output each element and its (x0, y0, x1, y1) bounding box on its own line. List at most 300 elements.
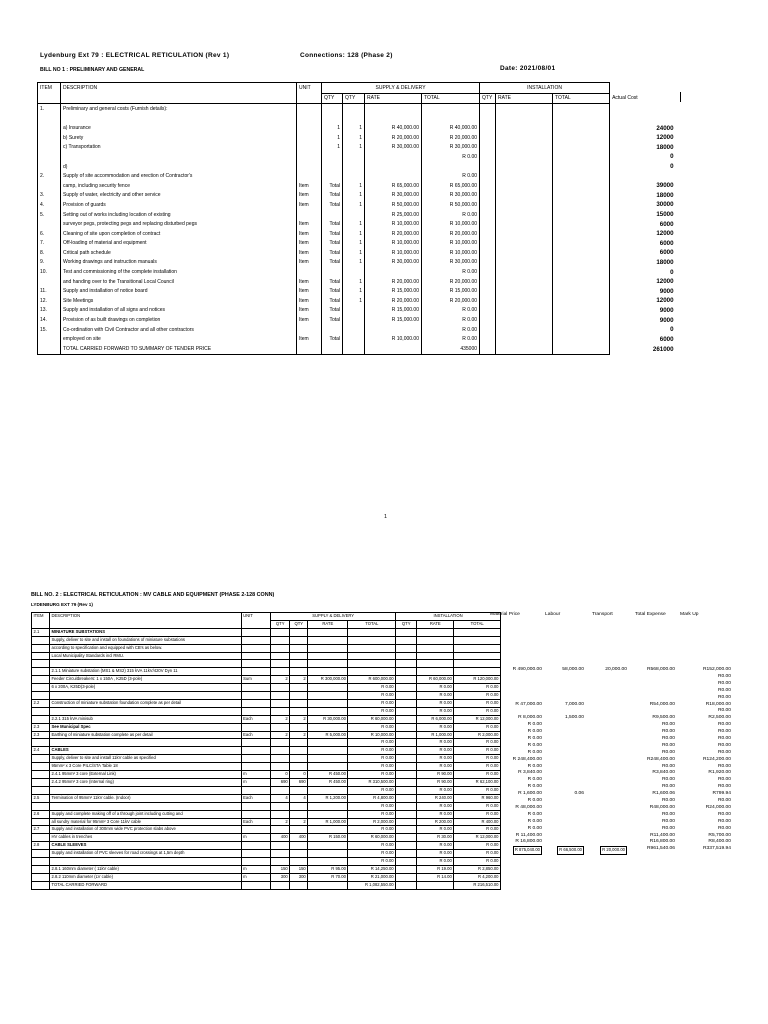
bill1-row (38, 200, 676, 210)
bill2-cell-iq (396, 636, 417, 644)
bill1-cell-qty (343, 267, 365, 277)
bill1-cell-uq (322, 171, 343, 181)
bill2-cell-q2 (290, 628, 308, 636)
bill2-cell-q2 (290, 881, 308, 889)
cost-cell-mat: R 490,000.00 (512, 667, 542, 673)
bill2-cell-irate: R 0.00 (417, 802, 454, 810)
bill1-cell-desc: d) (61, 162, 297, 172)
bill1-cell-desc: Preliminary and general costs (Furnish details): (61, 104, 297, 114)
cost-cell-te: R0.00 (661, 749, 675, 755)
bill2-cell-q1 (271, 707, 290, 715)
bill2-cell-desc: MINIATURE SUBSTATIONS (49, 628, 241, 636)
bill1-cell-uq: Total (322, 296, 343, 306)
bill2-cell-desc: Local Municipality Standards incl RMU. (49, 652, 241, 660)
cost-cell-tra: 20,000.00 (605, 667, 627, 673)
bill1-title: BILL NO 1 : PRELIMINARY AND GENERAL (40, 67, 145, 73)
bill2-cell-q1 (271, 660, 290, 668)
bill1-cell-qty (343, 104, 365, 114)
cost-row (502, 729, 734, 736)
bill1-row (38, 162, 676, 172)
bill2-cell-total: R 0.00 (348, 763, 396, 771)
bill2-cell-itotal: R 2,850.00 (454, 865, 501, 873)
bill1-cell-total: R 0.00 (422, 267, 480, 277)
cost-row (502, 805, 734, 812)
cost-row (502, 736, 734, 743)
bill2-cell-irate: R 0.00 (417, 739, 454, 747)
bill2-cell-desc (49, 786, 241, 794)
bill1-cell-desc: TOTAL CARRIED FORWARD TO SUMMARY OF TENDER PRICE (61, 344, 297, 354)
bill2-cell-iq (396, 873, 417, 881)
bill2-cell-item (32, 636, 50, 644)
cost-cell-lab: 58,000.00 (562, 667, 584, 673)
bill2-cell-total: R 4,800.00 (348, 794, 396, 802)
bill1-cell-total (422, 114, 480, 124)
bill1-cell-qty (343, 344, 365, 354)
bill2-cell-rate (308, 747, 348, 755)
bill2-cell-item: 2.6 (32, 810, 50, 818)
cost-cell-mu: R0.00 (717, 777, 731, 783)
bill1-cell-unit (297, 171, 322, 181)
bill1-cell-item: 12. (38, 296, 61, 306)
bill2-cell-item: 2.3 (32, 731, 50, 739)
col-description-header: DESCRIPTION (61, 83, 297, 94)
bill2-cell-q2 (290, 802, 308, 810)
bill2-cell-itotal: R 0.00 (454, 755, 501, 763)
bill1-cell-rate: R 65,000.00 (365, 181, 422, 191)
bill1-cell-uq: Total (322, 334, 343, 344)
bill2-cell-unit: Each (241, 794, 271, 802)
bill2-cell-total: R 0.00 (348, 723, 396, 731)
bill2-cell-item (32, 684, 50, 692)
bill2-cell-desc: TOTAL CARRIED FORWARD (49, 881, 241, 889)
bill2-cell-unit (241, 850, 271, 858)
bill2-row (32, 644, 501, 652)
bill1-cell-desc: Supply and installation of all signs and notices (61, 306, 297, 316)
bill2-cell-q2: 2 (290, 676, 308, 684)
bill1-cell-uq: 1 (322, 133, 343, 143)
bill2-cell-irate: R 0.00 (417, 692, 454, 700)
cost-cell-mu: R0.00 (717, 694, 731, 700)
bill2-cell-desc: Termination of 95mm² 11kV cable. (Indoor) (49, 794, 241, 802)
bill2-subtitle: LYDENBURG EXT 79 (Rev 1) (31, 602, 93, 607)
bill2-cell-q1 (271, 644, 290, 652)
bill2-cell-total: R 0.00 (348, 771, 396, 779)
bill1-cell-desc: Test and commissioning of the complete installation (61, 267, 297, 277)
bill2-cell-q1: 2 (271, 818, 290, 826)
bill1-cell-total: R 0.00 (422, 325, 480, 335)
b2-col-uqty-header: QTY (271, 620, 290, 628)
bill2-cell-irate (417, 668, 454, 676)
bill2-cell-total: R 0.00 (348, 826, 396, 834)
cost-cell-te: R0.00 (661, 777, 675, 783)
bill2-row (32, 763, 501, 771)
bill1-cell-unit: Item (297, 296, 322, 306)
bill2-cell-q2 (290, 850, 308, 858)
bill1-cell-qty: 1 (343, 229, 365, 239)
bill1-cell-desc: and handing over to the Transitional Local Council (61, 277, 297, 287)
bill2-table (31, 612, 501, 890)
bill1-cell-item (38, 152, 61, 162)
cost-row (502, 646, 734, 653)
bill1-cell-unit: Item (297, 258, 322, 268)
bill1-cell-rate: R 15,000.00 (365, 306, 422, 316)
bill1-cell-unit: Item (297, 277, 322, 287)
bill1-cell-total: R 20,000.00 (422, 277, 480, 287)
bill1-cell-qty (343, 114, 365, 124)
bill2-cell-item: 2.3 (32, 723, 50, 731)
cost-cell-te: R3,840.00 (652, 770, 675, 776)
bill2-cell-total: R 310,500.00 (348, 779, 396, 787)
bill2-cell-desc (49, 660, 241, 668)
bill2-cell-iq (396, 699, 417, 707)
bill2-cell-unit (241, 660, 271, 668)
bill2-row (32, 755, 501, 763)
bill1-cell-unit (297, 344, 322, 354)
cost-cell-mat: R 0.00 (527, 798, 542, 804)
bill1-row (38, 133, 676, 143)
bill2-cell-unit (241, 881, 271, 889)
bill2-row (32, 715, 501, 723)
bill2-cell-iq (396, 731, 417, 739)
bill1-cell-rate: R 30,000.00 (365, 258, 422, 268)
bill2-cell-q1 (271, 881, 290, 889)
bill2-cell-desc: according to specification and equipped with CB's as below. (49, 644, 241, 652)
cost-cell-mu: R8,400.00 (708, 839, 731, 845)
cost-cell-lab: 1,500.00 (564, 715, 584, 721)
bill2-cell-itotal: R 12,000.00 (454, 834, 501, 842)
bill1-cell-item: 3. (38, 191, 61, 201)
bill2-cell-q2 (290, 692, 308, 700)
cost-cell-te: R54,000.00 (649, 701, 675, 707)
bill1-cell-actual: 12000 (656, 278, 674, 286)
bill2-cell-iq (396, 858, 417, 866)
bill1-row (38, 239, 676, 249)
bill1-cell-actual: 18000 (656, 191, 674, 199)
bill2-cell-total: R 0.00 (348, 707, 396, 715)
bill2-cell-total: R 0.00 (348, 786, 396, 794)
col-iqty-header: QTY (480, 93, 496, 104)
bill2-cell-unit (241, 826, 271, 834)
bill2-cell-rate (308, 699, 348, 707)
bill2-cell-irate: R 0.00 (417, 763, 454, 771)
cost-cell-mu: R0.00 (717, 680, 731, 686)
bill1-cell-item (38, 277, 61, 287)
bill2-cell-irate (417, 636, 454, 644)
bill2-cell-q2 (290, 660, 308, 668)
bill1-cell-total: R 15,000.00 (422, 286, 480, 296)
bill2-cell-item (32, 873, 50, 881)
bill2-cell-irate (417, 652, 454, 660)
bill2-cell-q1 (271, 763, 290, 771)
bill1-row (38, 315, 676, 325)
bill1-cell-total (422, 162, 480, 172)
bill2-row (32, 818, 501, 826)
cost-cell-mu: R0.00 (717, 722, 731, 728)
bill1-cell-desc: camp, including security fence (61, 181, 297, 191)
b2-col-description-header: DESCRIPTION (49, 613, 241, 621)
bill2-cell-iq (396, 707, 417, 715)
markup-header: Mark Up (680, 612, 699, 617)
bill2-cell-itotal: R 0.00 (454, 747, 501, 755)
bill2-cell-rate (308, 628, 348, 636)
bill2-cell-unit (241, 747, 271, 755)
cost-row (502, 681, 734, 688)
col-itotal-header: TOTAL (553, 93, 610, 104)
col-actual-header: Actual Cost (612, 95, 638, 102)
bill2-cell-unit: m (241, 771, 271, 779)
cost-cell-lab: R 66,500.00 (557, 846, 584, 855)
bill1-cell-actual: 12000 (656, 134, 674, 142)
bill2-cell-irate: R 6,000.00 (417, 715, 454, 723)
col-total-header: TOTAL (422, 93, 480, 104)
bill2-cell-irate (417, 628, 454, 636)
cost-cell-mat: R 0.00 (527, 811, 542, 817)
bill2-cell-q1 (271, 858, 290, 866)
bill2-cell-itotal (454, 644, 501, 652)
cost-cell-mat: R 3,840.00 (518, 770, 542, 776)
cost-row (502, 688, 734, 695)
bill1-cell-rate: R 10,000.00 (365, 219, 422, 229)
bill1-cell-unit (297, 123, 322, 133)
bill2-cell-unit (241, 858, 271, 866)
bill2-cell-itotal: R 62,100.00 (454, 779, 501, 787)
bill2-cell-desc: 2.8.1 160mm diameter ( 11kV cable) (49, 865, 241, 873)
bill2-cell-itotal: R 2,000.00 (454, 731, 501, 739)
bill2-cell-irate: R 0.00 (417, 842, 454, 850)
bill1-cell-uq: Total (322, 191, 343, 201)
bill2-cell-q2: 2 (290, 818, 308, 826)
bill2-cell-unit: Sum (241, 676, 271, 684)
bill2-row (32, 802, 501, 810)
bill2-cell-q1 (271, 636, 290, 644)
bill1-cell-unit: Item (297, 181, 322, 191)
bill1-cell-desc (61, 152, 297, 162)
bill1-cell-unit: Item (297, 229, 322, 239)
bill1-row (38, 191, 676, 201)
bill2-cell-desc: Supply, deliver to site and install on foundations of miniature substations (49, 636, 241, 644)
bill2-cell-irate: R 0.00 (417, 699, 454, 707)
cost-row (502, 826, 734, 833)
bill1-cell-rate (365, 267, 422, 277)
bill2-row (32, 850, 501, 858)
bill2-cell-itotal: R 960.00 (454, 794, 501, 802)
bill2-cell-q1 (271, 747, 290, 755)
cost-cell-te: R0.00 (661, 722, 675, 728)
bill1-cell-uq: Total (322, 258, 343, 268)
bill1-cell-desc: b) Surety (61, 133, 297, 143)
bill1-cell-actual: 0 (670, 163, 674, 171)
bill2-cell-itotal: R 0.00 (454, 802, 501, 810)
bill1-cell-rate (365, 171, 422, 181)
bill2-cell-total: R 2,000.00 (348, 818, 396, 826)
bill1-project-title: Lydenburg Ext 79 : ELECTRICAL RETICULATION (Rev 1) (40, 52, 230, 59)
bill1-cell-actual: 15000 (656, 211, 674, 219)
bill2-cell-desc: Supply and installation of PVC sleeves for road crossings at 1,5m depth (49, 850, 241, 858)
bill1-cell-item (38, 344, 61, 354)
bill2-row (32, 865, 501, 873)
bill1-cell-item: 14. (38, 315, 61, 325)
cost-row (502, 846, 734, 853)
bill2-cell-item (32, 834, 50, 842)
bill2-cell-iq (396, 747, 417, 755)
cost-cell-mat: R 875,040.00 (513, 846, 542, 855)
bill2-cell-irate: R 0.00 (417, 707, 454, 715)
bill2-cell-item (32, 739, 50, 747)
bill2-cell-item (32, 763, 50, 771)
bill2-row (32, 881, 501, 889)
bill2-cell-itotal: R 0.00 (454, 692, 501, 700)
bill1-cell-total: R 20,000.00 (422, 229, 480, 239)
bill1-cell-uq: Total (322, 181, 343, 191)
bill2-row (32, 684, 501, 692)
cursor-bar (680, 92, 681, 102)
col-unit-header: UNIT (297, 83, 322, 94)
bill2-cell-unit (241, 684, 271, 692)
cost-row (502, 702, 734, 709)
bill1-row (38, 334, 676, 344)
bill1-cell-unit (297, 152, 322, 162)
bill2-cell-q2 (290, 652, 308, 660)
bill2-cell-irate: R 0.00 (417, 826, 454, 834)
b2-col-iqty-header: QTY (396, 620, 417, 628)
bill2-cell-item (32, 652, 50, 660)
bill1-cell-rate: R 50,000.00 (365, 200, 422, 210)
bill1-cell-desc: Setting out of works including location of existing (61, 210, 297, 220)
bill1-cell-qty: 1 (343, 191, 365, 201)
bill2-cell-q1 (271, 652, 290, 660)
bill2-cell-itotal: R 0.00 (454, 858, 501, 866)
bill2-cell-q1 (271, 810, 290, 818)
bill2-cell-q1: 150 (271, 865, 290, 873)
bill2-cell-total: R 14,250.00 (348, 865, 396, 873)
cost-cell-mat: R 1,600.00 (518, 791, 542, 797)
cost-cell-mu: R0.00 (717, 784, 731, 790)
bill2-cell-q1 (271, 723, 290, 731)
bill2-cell-itotal: R 400.00 (454, 818, 501, 826)
bill1-cell-qty: 1 (343, 296, 365, 306)
bill2-cell-rate (308, 850, 348, 858)
bill1-cell-qty (343, 306, 365, 316)
bill2-cell-itotal: R 0.00 (454, 723, 501, 731)
bill2-cell-total: R 0.00 (348, 755, 396, 763)
cost-cell-mu: R337,519.94 (702, 846, 731, 852)
bill2-cell-item (32, 668, 50, 676)
bill1-row (38, 152, 676, 162)
cost-cell-te: R48,000.00 (649, 804, 675, 810)
bill1-cell-desc: Supply of water, electricity and other service (61, 191, 297, 201)
bill1-cell-total: R 0.00 (422, 334, 480, 344)
bill2-cell-itotal (454, 636, 501, 644)
bill2-cell-unit (241, 668, 271, 676)
bill2-cell-itotal: R 0.00 (454, 850, 501, 858)
bill2-cell-rate (308, 723, 348, 731)
bill2-cell-itotal: R 0.00 (454, 826, 501, 834)
cost-row (502, 791, 734, 798)
bill1-cell-actual (610, 114, 676, 124)
bill2-cell-itotal: R 0.00 (454, 684, 501, 692)
bill2-cell-total: R 60,000.00 (348, 834, 396, 842)
material-price-header: Material Price (490, 612, 520, 617)
bill1-cell-qty: 1 (343, 258, 365, 268)
cost-row (502, 750, 734, 757)
bill2-cell-unit (241, 763, 271, 771)
bill1-cell-qty: 1 (343, 286, 365, 296)
bill1-cell-desc: Working drawings and instruction manuals (61, 258, 297, 268)
bill2-cell-itotal (454, 668, 501, 676)
bill2-row (32, 858, 501, 866)
bill1-cell-item: 4. (38, 200, 61, 210)
bill1-cell-actual: 9000 (659, 287, 674, 295)
bill2-cell-q2: 300 (290, 873, 308, 881)
bill2-cell-rate: R 5,000.00 (308, 731, 348, 739)
bill2-row (32, 771, 501, 779)
bill2-cell-total: R 600,000.00 (348, 676, 396, 684)
bill1-cell-desc: a) Insurance (61, 123, 297, 133)
bill1-cell-actual (610, 171, 676, 181)
bill2-cell-desc (49, 707, 241, 715)
cost-columns-header (490, 612, 734, 619)
bill2-cell-irate: R 0.00 (417, 684, 454, 692)
bill2-cell-item: 2.2 (32, 699, 50, 707)
bill2-cell-item: 2.8 (32, 842, 50, 850)
bill2-cell-iq (396, 628, 417, 636)
bill1-row (38, 306, 676, 316)
cost-cell-tra: R 20,000.00 (600, 846, 627, 855)
bill2-cell-itotal: R 0.00 (454, 842, 501, 850)
bill1-connections: Connections: 128 (Phase 2) (300, 52, 393, 59)
cost-cell-te: R0.00 (661, 784, 675, 790)
b2-col-total-header: TOTAL (348, 620, 396, 628)
bill2-cell-rate (308, 739, 348, 747)
bill2-cell-rate (308, 652, 348, 660)
bill1-cell-unit: Item (297, 239, 322, 249)
cost-cell-te: R0.00 (661, 825, 675, 831)
bill2-cell-unit: Each (241, 731, 271, 739)
bill2-cell-iq (396, 826, 417, 834)
bill1-table (37, 82, 676, 355)
bill1-cell-unit: Item (297, 306, 322, 316)
bill2-cell-item (32, 865, 50, 873)
bill2-cell-q2: 2 (290, 731, 308, 739)
bill2-cell-itotal: R 120,000.00 (454, 676, 501, 684)
bill2-cell-desc: 2.2.1 315 kVA minisub (49, 715, 241, 723)
bill1-cell-uq: Total (322, 315, 343, 325)
bill1-cell-qty (343, 162, 365, 172)
bill1-cell-item: 11. (38, 286, 61, 296)
bill2-cell-q2 (290, 786, 308, 794)
bill2-cell-item (32, 715, 50, 723)
bill2-cell-unit: Each (241, 715, 271, 723)
bill1-cell-rate: R 30,000.00 (365, 191, 422, 201)
bill1-cell-item (38, 114, 61, 124)
bill2-cell-q2: 400 (290, 834, 308, 842)
bill1-row (38, 181, 676, 191)
bill2-cell-item: 2.7 (32, 826, 50, 834)
cost-cell-te: R16,800.00 (649, 839, 675, 845)
bill2-cell-unit (241, 802, 271, 810)
bill1-cell-actual: 6000 (659, 249, 674, 257)
cost-cell-mat: R 16,800.00 (515, 839, 542, 845)
bill1-cell-qty: 1 (343, 181, 365, 191)
b2-col-installation-header: INSTALLATION (396, 613, 501, 621)
bill1-cell-uq (322, 325, 343, 335)
bill2-cell-q1 (271, 802, 290, 810)
bill2-cell-irate: R 90.00 (417, 771, 454, 779)
bill2-cell-rate (308, 802, 348, 810)
bill1-cell-actual: 30000 (656, 201, 674, 209)
bill1-cell-uq: 1 (322, 143, 343, 153)
bill1-cell-desc: Provision of as built drawings on completion (61, 315, 297, 325)
